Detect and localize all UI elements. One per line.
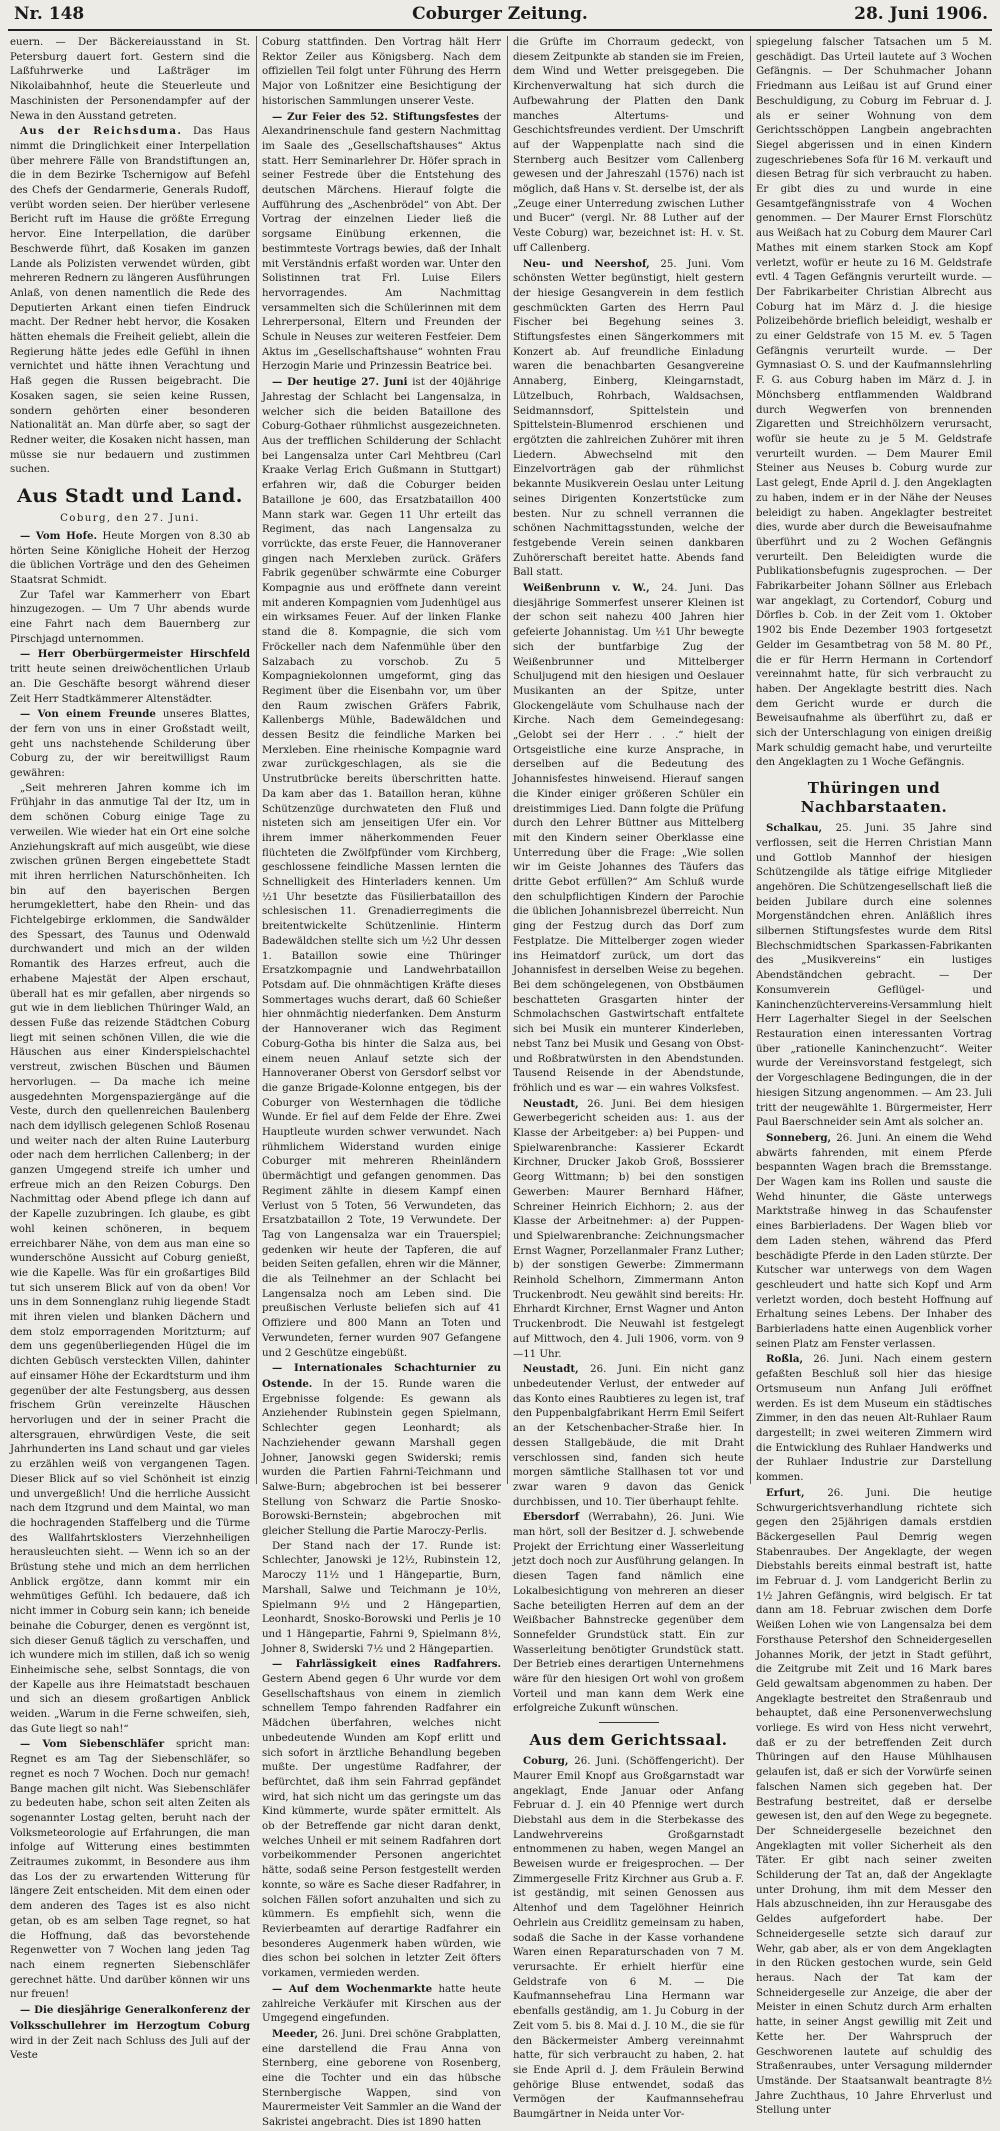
article-heading: Neustadt, [523,1097,579,1110]
article [756,821,992,1131]
article-heading: Meeder, [272,2027,319,2040]
article-heading: — Vom Siebenschläfer [20,1738,165,1751]
newspaper-title: Coburger Zeitung. [412,4,588,24]
article-heading: — Auf dem Wochenmarkte [272,1982,433,1995]
column-1 [10,36,251,2062]
article [756,1131,992,1353]
article [513,1510,744,1717]
article-heading: Sonneberg, [766,1131,832,1144]
article-heading: — Fahrlässigkeit eines Radfahrers. [272,1658,501,1671]
article-heading: Aus der Reichsduma. [20,125,183,138]
article-text: hatte heute zahlreiche Verkäufer mit Kirschen aus der Umgegend eingefunden. [262,1983,501,2025]
article-text: 26. Juni. Bei dem hiesigen Gewerbegericht scheiden aus: 1. aus der Klasse der Arbeitgeber: a) bei Puppen- und Spielwarenbranche: Kassierer Eckardt Kirchner, Drucker Jakob Groß, Bosssierer Georg Wittmann; b) bei den sonstigen Gewerben: Maurer Bernhard Häfner, Schreiner Heinrich Eichhorn; 2. aus der Klasse der Arbeitnehmer: a) der Puppen- und Spielwarenbranche: Zeichnungsmacher Ernst Wagner, Porzellanmaler Franz Luther; b) der sonstigen Gewerbe: Zimmermann Reinhold Schelhorn, Zimmermann Anton Truckenbrodt. Neu gewählt sind bereits: Hr. Ehrhardt Kirchner, Ernst Wagner und Anton Truckenbrodt. Die Neuwahl ist festgelegt auf Mittwoch, den 4. Juli 1906, vorm. von 9—11 Uhr. [513,1098,744,1360]
article-heading: — Herr Oberbürgermeister Hirschfeld [20,648,250,661]
article-heading: — Vom Hofe. [20,529,98,542]
masthead [8,4,992,30]
section-heading: Thüringen und Nachbarstaaten. [800,779,948,817]
article [513,581,744,1097]
article [10,529,250,589]
quoted-letter: „Seit mehreren Jahren komme ich im Frühjahr in das anmutige Tal der Itz, um in dem schönen Coburg einige Tage zu verweilen. Wie wieder hat ein Ort eine solche Anziehungskraft auf mich ausgeübt, wie diese zwischen grünen Bergen eingebettete Stadt mit ihren herrlichen Naturschönheiten. Ich bin auf den bayerischen Bergen herumgeklettert, habe den Rhein- und das Fichtelgebirge erklommen, die Sandwälder des Spessart, des Taunus und Odenwald durchwandert und mich an der wilden Romantik des Harzes erfreut, auch die erhabene Majestät der Alpen erschaut, überall hat es mir gefallen, aber nirgends so gut wie in dem lieblichen Thüringer Wald, an dessen Fuße das reizende Städtchen Coburg liegt mit seinen schönen Villen, die wie die Häuschen aus einer Kinderspielschachtel verstreut, zwischen Büschen und Bäumen hervorlugen. — Da mache ich meine ausgedehnten Morgenspaziergänge auf die Veste, durch den quellenreichen Baulenberg nach dem idyllisch gelegenen Schloß Rosenau und weiter nach der alten Ruine Lauterburg oder nach dem herrlichen Callenberg; in der ganzen Umgegend streife ich umher und erfreue mich an den Reizen Coburgs. Den Nachmittag oder Abend pflege ich dann auf der Kapelle zuzubringen. Ich glaube, es gibt wohl keinen schöneren, in bequem erreichbarer Nähe, von dem aus man eine so wunderschöne Aussicht auf Coburg genießt, wie die Kapelle. Was für ein großartiges Bild tut sich unserem Blick auf von da oben! Vor uns in dem Sonnenglanz ruhig liegende Stadt mit ihren vielen und blanken Dächern und dem stolz emporragenden Moritzturm; auf dem uns gegenüberliegenden Hügel die im dichten Gebüsch versteckten Villen, dahinter auf einsamer Höhe der Eckardtsturm und ihm gegenüber der alte Festungsberg, aus dessen frischem Grün vereinzelte Häuschen hervorlugen und der in seiner Pracht die altersgrauen, ehrwürdigen Veste, die seit Jahrhunderten ins Land schaut und gar vieles zu erzählen weiß von vergangenen Tagen. Dieser Blick auf so viel Schönheit ist einzig und unvergeßlich! Und die herrliche Aussicht nach dem Itzgrund und dem Maintal, wo man die hochragenden Staffelberg und die Türme des Wallfahrtsklosters Vierzehnheiligen herausleuchten sieht. — Wenn ich so an der Brüstung stehe und mich an dem herrlichen Anblick ergötze, dann kommt mir ein wehmütiges Gefühl. Ich bedauere, daß ich nicht immer in Coburg sein kann; ich beneide beinahe die Coburger, denen es vergönnt ist, sich dieser Genuß täglich zu verschaffen, und ich wundere mich im stillen, daß ich so wenig Einheimische sehe, selbst Sonntags, die von der Kapelle aus ihre Heimatstadt beschauen und sich an diesem großartigen Anblick weiden. „Warum in die Ferne schweifen, sieh, das Gute liegt so nah!“ [10,782,250,1735]
dateline: Coburg, den 27. Juni. [60,513,200,525]
article [262,1982,501,2027]
article-heading: — Von einem Freunde [20,708,156,721]
article-heading: — Die diesjährige Generalkonferenz der Volksschullehrer im Herzogtum Coburg [10,2004,250,2032]
article-heading: — Zur Feier des 52. Stiftungsfestes [272,110,479,123]
article-text: ist der 40jährige Jahrestag der Schlacht bei Langensalza, in welcher sich die beiden Bataillone des Coburg-Gothaer rühmlichst ausgezeichneten. Aus der trefflichen Schilderung der Schlacht bei Langensalza unter Carl Mehtbreu (Carl Kraake Verlag Erich Gußmann in Stuttgart) erfahren wir, daß die Coburger beiden Bataillone je 600, das Ersatzbataillon 400 Mann stark war. Gegen 11 Uhr erteilt das Regiment, das nach Langensalza zu vorrückte, das erste Feuer, die Hannoveraner gingen nach Merxleben zurück. Gräfers Fabrik gegenüber schwärmte eine Coburger Kompagnie aus und eröffnete dann vereint mit anderen Kompagnien vom Judenhügel aus ein wirksames Feuer. Auf der linken Flanke stand die 8. Kompagnie, die sich vom Fröckeller nach dem Nafenmühle über den Salzabach zu vorschob. Zu 5 Kompagniekolonnen umgeformt, ging das Regiment über die Eisenbahn vor, um über den Raum zwischen Gräfers Fabrik, Kallenbergs Mühle, Badewäldchen und dessen Besitz die feindliche Marken bei Merxleben. Eine rheinische Kompagnie ward zwar zurückgeschlagen, als sie die Unstrutbrücke bereits überschritten hatte. Da kam aber das 1. Bataillon heran, kühne Schützenzüge durchwateten den Fluß und nisteten sich am jenseitigen Ufer ein. Vor ihrem immer näherkommenden Feuer flüchteten die Zwölfpfünder vom Kirchberg, geschlossene feindliche Massen lernten die Schnelligkeit des Hinterladers kennen. Um ½1 Uhr besetzte das Füsilierbataillon des schlesischen 11. Grenadierregiments die breitentwickelte Schützenlinie. Hinterm Badewäldchen stellte sich um ½2 Uhr dessen 1. Bataillon sowie eine Thüringer Ersatzkompagnie und Landwehrbataillon Potsdam auf. Die ohnmächtigen Kräfte dieses Sommertages wuchs derart, daß 60 Schießer hier ohnmächtig niederfanken. Dem Ansturm der Hannoveraner wich das Regiment Coburg-Gotha bis hinter die Salza aus, bei einem neuen Anlauf setzte sich der Hannoveraner Oberst von Gersdorf selbst vor die ganze Brigade-Kolonne entgegen, bis der Coburger von Westernhagen die tödliche Wunde. Er fiel auf dem Felde der Ehre. Zwei Hauptleute wurden schwer verwundet. Nach rühmlichem Widerstand wurden einige Coburger mit mehreren Rheinländern übermächtigt und gefangen genommen. Das Regiment zählte in diesem Kampf einen Verlust von 5 Toten, 56 Verwundeten, das Ersatzbataillon 2 Tote, 19 Verwundete. Der Tag von Langensalza war ein Trauerspiel; gedenken wir heute der Tapferen, die auf beiden Seiten gefallen, ehren wir die Männer, die als Teilnehmer an der Schlacht bei Langensalza noch am Leben sind. Die preußischen Verluste beliefen sich auf 41 Offiziere und 800 Mann an Toten und Verwundeten, ferner wurden 907 Gefangene und 2 Geschütze eingebüßt. [262,377,501,1359]
article-text: spricht man: Regnet es am Tag der Siebenschläfer, so regnet es noch 7 Wochen. Doch nur gemach! Bange machen gilt nicht. Was Siebenschläfer zu bedeuten habe, schon seit alten Zeiten als sogenannter Lostag gelten, beruht nach der Volksmeteorologie auf Erfahrungen, die man infolge auf Witterung eines bestimmten Zeitraumes zukommt, in Besondere aus ihm das Los der zu erwartenden Witterung für längere Zeit entscheiden. Mit dem einen oder dem anderen des Tages ist es also nicht getan, ob es am selben Tage regnet, so hat die Hoffnung, daß das bevorstehende Regenwetter von 7 Wochen lang jeden Tag nach einem regnerten Siebenschläfer gerechnet hätte. Und darüber können wir uns nur freuen! [10,1739,250,2001]
article-text: (Werrabahn), 26. Juni. Wie man hört, soll der Besitzer d. J. schwebende Projekt der Errichtung einer Wasserleitung jetzt doch noch zur Ausführung gelangen. In diesen Tagen fand nämlich eine Lokalbesichtigung von mehreren an dieser Sache beteiligten Herren auf dem an der Weißbacher Bahnstrecke gegenüber dem Sonnefelder Grundstück statt. Ein zur Wasserleitung benötigter Grundstück statt. Der Betrieb eines derartigen Unternehmens wäre für den hiesigen Ort wohl von großem Vorteil und man kann dem Werk eine erfolgreiche Zukunft wünschen. [513,1512,744,1715]
issue-date: 28. Juni 1906. [854,4,988,24]
article [513,1754,744,2123]
article-text: wird in der Zeit nach Schluss des Juli auf der Veste [10,2035,250,2062]
article [10,707,250,782]
article-text: 26. Juni. Drei schöne Grabplatten, eine darstellend die Frau Anna von Sternberg, eine geborene von Rosenberg, eine die Tochter und ein das hübsche Sternbergische Wappen, sind von Maurermeister Veit Sammler an die Wand der Sakristei angebracht. Dies ist 1890 hatten [262,2028,501,2129]
article-heading: — Internationales Schachturnier zu Ostende. [262,1362,501,1390]
masthead-rule [8,29,992,31]
article [262,1361,501,1539]
article-text: spiegelung falscher Tatsachen um 5 M. geschädigt. Das Urteil lautete auf 3 Wochen Gefängnis. — Der Schuhmacher Johann Friedmann aus Leißau ist auf Grund einer Beschuldigung, zu Coburg im Februar d. J. als er seiner Wohnung von dem Gerichtsschöppen Langbein angebrachten Siegel abgerissen und in einen Kindern zugeschriebenes Sofa für 16 M. verkauft und diesen Betrag für sich verbraucht zu haben. Er gibt dies zu und wurde in eine Gesamtgefängnisstrafe von 4 Wochen genommen. — Der Maurer Ernst Florschütz aus Weißach hat zu Coburg dem Maurer Carl Mathes mit einem starken Stock am Kopf verletzt, wofür er heute zu 16 M. Geldstrafe evtl. 4 Tagen Gefängnis verurteilt wurde. — Der Fabrikarbeiter Christian Albrecht aus Coburg hat im März d. J. die hiesige Polizeibehörde brieflich beleidigt, weshalb er zu einer Geldstrafe von 15 M. ev. 5 Tagen Gefängnis verurteilt wurde. — Der Gymnasiast O. S. und der Kaufmannslehrling F. G. aus Coburg haben im März d. J. in Mönchsberg entflammenden Waldbrand durch Wegwerfen von brennenden Zigaretten und Streichhölzern verursacht, wofür sie heute zu je 5 M. Geldstrafe verurteilt wurden. — Dem Maurer Emil Steiner aus Neuses b. Coburg wurde zur Last gelegt, Ende April d. J. den Angeklagten zu haben, indem er in der Nähe der Neuses beleidigt zu haben. Angeklagter bestreitet dies, wurde aber durch die Beweisaufnahme überführt und zu 2 Wochen Gefängnis verurteilt. Den Beleidigten wurde die Publikationsbefugnis zugesprochen. — Der Fabrikarbeiter Johann Söllner aus Erlebach war angeklagt, zu Cortendorf, Coburg und Dörfles b. Cob. in der Zeit vom 1. Oktober 1902 bis Ende Dezember 1903 fortgesetzt Gelder im Gesamtbetrag von 58 M. 80 Pf., die er für Herrn Hermann in Cortendorf vereinnahmt hatte, für sich verbraucht zu haben. Der Angeklagte bestritt dies. Nach dem Gericht wurde er durch die Beweisaufnahme als überführt zu, daß er sich der Unterschlagung von einigen dreißig Mark schuldig gemacht habe, und verurteilte den Angeklagten zu 1 Woche Gefängnis. [756,37,992,769]
article-text: Gestern Abend gegen 6 Uhr wurde vor dem Gesellschaftshaus von einem in ziemlich schnellem Tempo fahrenden Radfahrer ein Mädchen überfahren, welches nicht unbedeutende Wunden am Kopf erlitt und sich sofort in ärztliche Behandlung begeben mußte. Der ungestüme Radfahrer, der befürchtet, daß ihm sein Fahrrad gepfändet wird, hat sich nicht um das geringste um das Kind kümmerte, wurde später ermittelt. Als ob der Betreffende gar nicht daran denkt, welches Unheil er mit seinem Radfahren dort vorbeikommender Personen angerichtet hätte, sodaß seine Person festgestellt werden konnte, so wäre es Sache dieser Radfahrer, in solchen Fällen sofort anzuhalten und sich zu kümmern. Es empfiehlt sich, wenn die Revierbeamten auf derartige Radfahrer ein besonderes Augenmerk haben würden, wie dies schon bei solchen in letzter Zeit öfters vorkamen, vermieden werden. [262,1674,501,1980]
article-text: euern. — Der Bäckereiausstand in St. Petersburg dauert fort. Gestern sind die Laßfuhrwerke und Laßträger im Nikolaibahnhof, heute die Steuerleute und Maschinisten der Personendampfer auf der Newa in den Ausstand getreten. [10,37,250,122]
issue-number: Nr. 148 [14,4,85,24]
article-heading: Ebersdorf [523,1511,580,1524]
article [262,2027,501,2131]
article-heading: Schalkau, [766,822,823,835]
article-heading: — Der heutige 27. Juni [272,376,408,389]
column-2 [262,36,501,2129]
article-text: Der Stand nach der 17. Runde ist: Schlechter, Janowski je 12½, Rubinstein 12, Maroczy 11½ und 1 Hängepartie, Burn, Marshall, Salwe und Teichmann je 10½, Spielmann 9½ und 2 Hängepartien, Leonhardt, Snosko-Borowski und Perlis je 10 und 1 Hängepartie, Fahrni 9, Spielmann 8½, Johner 8, Swiderski 7½ und 2 Hängepartien. [262,1540,501,1655]
article-text: 24. Juni. Das diesjährige Sommerfest unserer Kleinen ist der schon seit nahezu 400 Jahren hier gefeierte Johannistag. Um ½1 Uhr bewegte sich der buntfarbige Zug der Weißenbrunner und Mittelberger Schuljugend mit den hiesigen und Oeslauer Musikanten an der Spitze, unter Glockengeläute vom Schulhause nach der Kirche. Nach dem Gemeindegesang: „Gelobt sei der Herr . . .“ hielt der Ortsgeistliche eine kurze Ansprache, in derselben auf die Bedeutung des Johannisfestes hinweisend. Hierauf sangen die Kinder einiger größeren Schüler ein dreistimmiges Lied. Dann folgte die Prüfung durch den Lehrer Büttner aus Mittelberg mit den Kindern seiner Oberklasse eine Unterredung über die Frage: „Wie sollen wir im Geiste Johannes des Täufers das dritte Gebot erfüllen?“ Am Schluß wurde den schulpflichtigen Kindern der Parochie die üblichen Johannisbrezel überreicht. Nun ging der Festzug durch das Dorf zum Festplatze. Die Mittelberger zogen wieder ins Heimatdorf zurück, um dort das Johannisfest in derselben Weise zu begehen. Bei dem schöngelegenen, von Obstbäumen beschatteten Grasgarten hinter der Schmolachschen Gastwirtschaft entfaltete sich bei Musik ein munterer Kinderleben, nebst Tanz bei Musik und Gesang von Obst- und Roßbratwürsten in den Abendstunden. Tausend Reisende in der Abendstunde, fröhlich und es war — ein wahres Volksfest. [513,583,744,1094]
article-text: 26. Juni. Ein nicht ganz unbedeutender Verlust, der entweder auf das Konto eines Raubtieres zu legen ist, traf den Puppenbalgfabrikant Herrn Emil Seifert an der Ketschenbacher-Straße hier. In dessen Stallgebäude, die mit Draht verschlossen sind, fanden sich heute morgen sämtliche Stallhasen tot vor und zwar waren 9 davon das Genick durchbissen, und 10. Tier überhaupt fehlte. [513,1364,744,1508]
article [513,257,744,581]
article-text: 25. Juni. Vom schönsten Wetter begünstigt, hielt gestern der hiesige Gesangverein in dem festlich geschmückten Garten des Herrn Paul Fischer bei Begehung seines 3. Stiftungsfestes einen Sängerkommers mit Konzert ab. Auf freundliche Einladung waren die benachbarten Gesangvereine Annaberg, Einberg, Kleingarnstadt, Lützelbuch, Rohrbach, Waldsachsen, Seidmannsdorf, Spittelstein und Spittelstein-Blumenrod erschienen und ergötzten die zahlreichen Zuhörer mit ihren Liedern. Abwechselnd mit den Einzelvorträgen gab der rühmlichst bekannte Musikverein Oeslau unter Leitung seines Dirigenten Konzertstücke zum besten. Nur zu schnell verrannen die schönen Nachmittagsstunden, welche der festgebende Verein seinen dankbaren Zuhörerschaft bereitet hatte. Abends fand Ball statt. [513,258,744,579]
article-text: In der 15. Runde waren die Ergebnisse folgende: Es gewann als Anziehender Rubinstein gegen Spielmann, Schlechter gegen Leonhardt; als Nachziehender gewann Marshall gegen Johner, Janowski gegen Swiderski; remis wurden die Partien Fahrni-Teichmann und Salwe-Burn; abgebrochen ist bei besserer Stellung von Schwarz die Partie Snosko-Borowski-Bernstein; abgebrochen mit gleicher Stellung die Partie Maroczy-Perlis. [262,1378,501,1538]
article-text: tritt heute seinen dreiwöchentlichen Urlaub an. Die Geschäfte besorgt während dieser Zeit Herr Stadtkämmerer Altenstädter. [10,664,250,705]
article [10,1737,250,2003]
article-text: 26. Juni. An einem die Wehd abwärts fahrenden, mit einem Pferde bespannten Wagen brach die Bremsstange. Der Wagen kam ins Rollen und sauste die Wehd hinunter, die Gäste unterwegs Marktstraße hinweg in das Schaufenster eines Barbierladens. Der Wagen blieb vor dem Laden stehen, während das Pferd beschädigte Pferde in den Laden stürzte. Der Kutscher war unterwegs von dem Wagen geschleudert und hatte sich Kopf und Arm verletzt worden, doch besteht Hoffnung auf Erhaltung seines Lebens. Der Inhaber des Barbierladens hatte einen Augenblick vorher seinen Platz am Fenster verlassen. [756,1132,992,1350]
article-text: 25. Juni. 35 Jahre sind verflossen, seit die Herren Christian Mann und Gottlob Mannhof der hiesigen Schützengilde als tätige eifrige Mitglieder angehören. Die Schützengesellschaft ließ die beiden Jubilare durch eine solennes Morgenständchen ehren. Anläßlich ihres silbernen Stiftungsfestes wurde dem Ritsl Blechschmidtschen Sparkassen-Fabrikanten des „Musikvereins“ ein lustiges Abendständchen gebracht. — Der Konsumverein Geflügel- und Kaninchenzüchtervereins-Versammlung hielt Herr Lagerhalter Siegel in der Seelschen Restauration einen interessanten Vortrag über „rationelle Kaninchenzucht“. Weiter wurde der Vereinsvorstand festgelegt, sich der Vorgeschlagene Bedingungen, die in der hiesigen Sitzung angenommen. — Am 23. Juli tritt der neugewählte 1. Bürgermeister, Herr Paul Baerschneider sein Amt als solcher an. [756,823,992,1129]
section-heading: Aus Stadt und Land. [17,485,243,508]
article-text: Coburg stattfinden. Den Vortrag hält Herr Rektor Zeiler aus Königsberg. Nach dem offiziellen Teil folgt unter Führung des Herrn Major von Loßnitzer eine Besichtigung der historischen Sammlungen unserer Veste. [262,37,501,107]
article-text: Heute Morgen von 8.30 ab hörten Seine Königliche Hoheit der Herzog die üblichen Vorträge und den des Geheimen Staatsrat Schmidt. [10,530,251,586]
column-divider [256,36,257,1484]
article [756,1486,992,2119]
article-text: unseres Blattes, der fern von uns in einer Großstadt weilt, geht uns nachstehende Schilderung über Coburg zu, der wir bereitwilligst Raum gewähren: [10,709,250,780]
article [10,124,250,478]
article [756,1352,992,1485]
column-3 [513,36,744,2121]
article-text: 26. Juni. Die heutige Schwurgerichtsverhandlung richtete sich gegen den 25jährigen damals erstdien Bäckergesellen Paul Demrig wegen Stabenraubes. Der Angeklagte, der wegen Diebstahls bereits einmal bestraft ist, hatte im Februar d. J. vom Landgericht Berlin zu 1½ Jahren Gefängnis, wird belgisch. Er tat dann am 18. Februar zwischen dem Dorfe Weißen Lohen wie von Langensalza bei dem Forsthause Petershof den Schneidergesellen Johannes Morik, der jetzt in Stadt geführt, die Zeitgrube mit Zeit und 16 Mark bares Geld gewaltsam abgenommen zu haben. Der Angeklagte bestreitet den Straßenraub und behauptet, daß eine Personenverwechslung vorliege. Es wird von Hess nicht verwehrt, daß er zu der betreffenden Zeit durch Thüringen auf den Hause Mühlhausen gelaufen ist, daß er sich der Vorwürfe seinen falschen Namen sich gegeben hat. Der Bestrafung bestreitet, daß er derselbe gewesen ist, den auf den Wege zu begegnete. Der Schneidergeselle bezeichnet den Angeklagten mit voller Sicherheit als den Täter. Er gibt nach seiner zweiten Schilderung der Tat an, daß der Angeklagte unter Drohung, ihm mit dem Messer den Hals abzuschneiden, ihn zur Herausgabe des Geldes aufgefordert habe. Der Schneidergeselle setzte sich darauf zur Wehr, gab aber, als er von dem Angeklagten in den Rücken gestochen wurde, sein Geld heraus. Nach der Tat kam der Schneidergeselle zur Anzeige, die aber der Meister in einen Schutz durch Arm erhalten hatte, in seiner Angst gewillig mit Zeit und Kette her. Der Wahrspruch der Geschworenen lautete auf schuldig des Straßenraubes, unter Versagung mildernder Umstände. Der Staatsanwalt beantragte 8½ Jahre Zuchthaus, 10 Jahre Ehrverlust und Stellung unter [756,1487,992,2117]
article-text: der Alexandrinenschule fand gestern Nachmittag im Saale des „Gesellschaftshauses“ Aktus statt. Herr Seminarlehrer Dr. Höfer sprach in seiner Festrede über die Entstehung des deutschen Märchens. Hierauf folgte die Aufführung des „Aschenbrödel“ von Abt. Der Vortrag der einzelnen Lieder ließ die sorgsame Einübung erkennen, die bestimmteste Vortrags bewies, daß der Inhalt mit Verständnis erfaßt worden war. Unter den Solistinnen trat Frl. Luise Eilers hervorragendes. Am Nachmittag versammelten sich die Schülerinnen mit dem Lehrerpersonal, Eltern und Freunden der Schule in Neuses zur weiteren Festfeier. Dem Aktus im „Gesellschaftshause“ wohnten Frau Herzogin Marie und Prinzessin Beatrice bei. [262,111,501,373]
section-heading: Aus dem Gerichtssaal. [529,1731,728,1750]
column-4 [756,36,992,2117]
article [262,375,501,1361]
article-text: 26. Juni. (Schöffengericht). Der Maurer Emil Knopf aus Großgarnstadt war angeklagt, Ende Januar oder Anfang Februar d. J. ein 40 Pfennige wert durch Diebstahl aus dem in die Sterbekasse des Landwehrvereins Großgarnstadt entnommenen zu haben, wegen Mangel an Beweisen wurde er freigesprochen. — Der Zimmergeselle Fritz Kirchner aus Grub a. F. ist geständig, mit seinen Genossen aus Altenhof und dem Tagelöhner Heinrich Oehrlein aus Creidlitz gemeinsam zu haben, sodaß die Sache in der Kasse vorhandene Waren einen Reparaturschaden von 7 M. verursachte. Er erhielt hierfür eine Geldstrafe von 6 M. — Die Kaufmannsehefrau Lina Hermann war ebenfalls geständig, am 1. Ju Coburg in der Zeit vom 5. bis 8. Mai d. J. 10 M., die sie für den Bäckermeister Amberg vereinnahmt hatte, für sich verbraucht zu haben, 2. hat sie Ende April d. J. dem Fräulein Berwind gehörige Bluse entwendet, sodaß das Vermögen der Kaufmannsehefrau Baumgärtner in Neida unter Vor- [513,1756,744,2121]
column-divider [507,36,508,1484]
article-heading: Coburg, [523,1755,569,1768]
article-heading: Erfurt, [766,1486,805,1499]
article-heading: Weißenbrunn v. W., [523,582,650,595]
article [262,110,501,376]
article-text: Zur Tafel war Kammerherr von Ebart hinzugezogen. — Um 7 Uhr abends wurde eine Fahrt nach dem Bauernberg zur Pirschjagd unternommen. [10,589,250,645]
article-text: Das Haus nimmt die Dringlichkeit einer Interpellation über mehrere Fälle von Brandstiftungen an, die in dem Bezirke Tschernigow auf Befehl des Chefs der Gendarmerie, Generals Rudoff, verübt worden seien. Der hierüber verlesene Bericht ruft im Hause die größte Erregung hervor. Eine Interpellation, die darüber Beschwerde führt, daß Kosaken im ganzen Lande als Polizisten verwendet würden, gibt mehreren Rednern zu längeren Ausführungen Anlaß, von denen namentlich die Rede des Deputierten Arkant einen tiefen Eindruck macht. Der Redner hebt hervor, die Kosaken hätten ehemals die Freiheit geliebt, allein die Regierung hätte jedes edle Gefühl in ihnen vernichtet und hätte ihnen Verachtung und Haß gegen die Russen beigebracht. Die Kosaken sagen, sie seien keine Russen, sondern gehörten einer besonderen Nationalität an. Man dürfe aber, so sagt der Redner weiter, die Kosaken nicht hassen, man müsse sie nur bedauern und zustimmen suchen. [10,126,250,476]
article [513,1362,744,1510]
article [262,1657,501,1981]
divider [599,1722,659,1723]
article-heading: Neu- und Neershof, [523,257,650,270]
article-text: 26. Juni. Nach einem gestern gefaßten Beschluß soll hier das hiesige Ortsmuseum nun Anfang Juli eröffnet werden. Es ist dem Museum ein städtisches Zimmer, in den das neuen Alt-Ruhlaer Raum dargestellt; in zwei weiteren Zimmern wird die Entwicklung des Ruhlaer Handwerks und der Ruhlaer Industrie zur Darstellung kommen. [756,1354,992,1484]
article-heading: Neustadt, [523,1363,579,1376]
article-heading: Roßla, [766,1353,804,1366]
article [513,1097,744,1363]
column-divider [750,36,751,1484]
article [10,647,250,707]
article-text: die Grüfte im Chorraum gedeckt, von diesem Zeitpunkte ab standen sie im Freien, dem Wind und Wetter preisgegeben. Die Kirchenverwaltung hat sich durch die Aufbewahrung der Platten den Dank manches Altertums- und Geschichtsfreundes verdient. Der Umschrift auf der Wappenplatte nach sind die Sternberg auch Besitzer vom Callenberg gewesen und der Jahreszahl (1576) nach ist möglich, daß Hans v. St. derselbe ist, der als „Zeuge einer Unterredung zwischen Luther und Bucer“ (vergl. Nr. 88 Luther auf der Veste Coburg) war, bezeichnet ist: H. v. St. uff Callenberg. [513,37,744,254]
article [10,2003,250,2064]
